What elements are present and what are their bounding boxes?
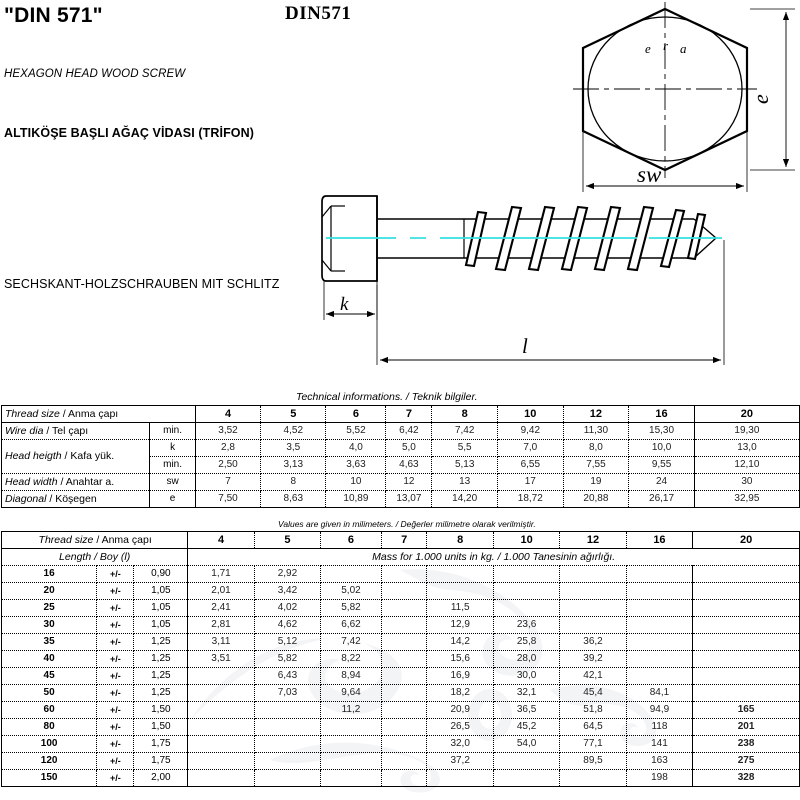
table2-cell: 7,03 — [254, 685, 320, 702]
table2-tolerance-symbol: +/- — [97, 753, 134, 770]
table1-cell: 9,55 — [629, 457, 695, 474]
table2-cell — [254, 719, 320, 736]
table2-cell — [493, 583, 559, 600]
table2-cell — [381, 770, 427, 787]
table2-cell: 275 — [693, 753, 800, 770]
table2-cell — [381, 583, 427, 600]
table2-cell: 16,9 — [427, 668, 493, 685]
table2-cell — [188, 736, 254, 753]
table2-cell — [427, 770, 493, 787]
standard-title-plain: DIN571 — [285, 3, 352, 24]
table2-length-value: 100 — [2, 736, 97, 753]
technical-drawing — [0, 0, 800, 390]
table2-cell — [188, 753, 254, 770]
table2-cell: 32,0 — [427, 736, 493, 753]
table1-cell: 20,88 — [563, 491, 629, 508]
table2-tolerance-value: 1,25 — [134, 685, 188, 702]
table1-cell: 5,13 — [432, 457, 498, 474]
table2-cell: 94,9 — [626, 702, 692, 719]
table1-cell: 7,55 — [563, 457, 629, 474]
table1-header-row — [2, 406, 800, 423]
table1-cell: 2,8 — [195, 440, 260, 457]
table2-header-row — [2, 532, 800, 549]
table1-size-header: 7 — [386, 406, 432, 423]
table2-size-header: 5 — [254, 532, 320, 549]
table2-cell: 141 — [626, 736, 692, 753]
table2-wrapper — [1, 531, 800, 787]
table2-cell — [560, 600, 626, 617]
table2-cell: 45,2 — [493, 719, 559, 736]
table2-tolerance-value: 1,05 — [134, 600, 188, 617]
table2-cell — [381, 566, 427, 583]
table1-size-header: 12 — [563, 406, 629, 423]
table2-cell — [427, 566, 493, 583]
table2-tolerance-value: 1,25 — [134, 634, 188, 651]
table2-cell: 8,94 — [321, 668, 382, 685]
table2-cell — [321, 753, 382, 770]
table2-cell — [693, 634, 800, 651]
table2-tolerance-symbol: +/- — [97, 668, 134, 685]
table1-cell: 7,50 — [195, 491, 260, 508]
table2-cell: 5,82 — [254, 651, 320, 668]
table2-length-value: 30 — [2, 617, 97, 634]
table1-cell: 5,5 — [432, 440, 498, 457]
table2-cell — [381, 685, 427, 702]
table2-cell — [321, 566, 382, 583]
table2-row — [2, 600, 800, 617]
table2-tolerance-value: 1,50 — [134, 719, 188, 736]
table2-cell: 36,5 — [493, 702, 559, 719]
table1-row — [2, 423, 800, 440]
table1-row-label: Diagonal / Köşegen — [2, 491, 150, 508]
table2-cell — [560, 617, 626, 634]
table2-tolerance-symbol: +/- — [97, 770, 134, 787]
table1-cell: 5,0 — [386, 440, 432, 457]
table2-tolerance-symbol: +/- — [97, 702, 134, 719]
table2-row — [2, 702, 800, 719]
table2-cell: 12,9 — [427, 617, 493, 634]
table1-cell: 30 — [694, 474, 799, 491]
table2-tolerance-value: 1,75 — [134, 736, 188, 753]
dimension-label-e: e — [748, 94, 773, 104]
table2-cell — [493, 566, 559, 583]
table2-cell — [188, 685, 254, 702]
table2-cell: 3,42 — [254, 583, 320, 600]
table2-cell — [693, 617, 800, 634]
table2-cell — [493, 770, 559, 787]
table2-tolerance-value: 1,75 — [134, 753, 188, 770]
table1-cell: 32,95 — [694, 491, 799, 508]
table1-size-header: 5 — [261, 406, 326, 423]
table2-cell — [254, 702, 320, 719]
table2-tolerance-value: 2,00 — [134, 770, 188, 787]
table2-cell: 4,62 — [254, 617, 320, 634]
table2-mass-caption: Mass for 1.000 units in kg. / 1.000 Tanesinin ağırlığı. — [188, 549, 800, 566]
table2-cell — [381, 634, 427, 651]
table2-cell: 1,71 — [188, 566, 254, 583]
table2-row — [2, 719, 800, 736]
table1-cell: 19 — [563, 474, 629, 491]
table1-cell: 10 — [326, 474, 386, 491]
product-name-german: SECHSKANT-HOLZSCHRAUBEN MIT SCHLITZ — [4, 277, 280, 291]
table2-size-header: 10 — [493, 532, 559, 549]
table2-cell — [626, 600, 692, 617]
table2-cell — [321, 736, 382, 753]
mass-table — [1, 531, 800, 787]
table2-cell: 6,43 — [254, 668, 320, 685]
table2-cell — [626, 651, 692, 668]
table2-cell: 4,02 — [254, 600, 320, 617]
table2-length-value: 35 — [2, 634, 97, 651]
table2-cell: 18,2 — [427, 685, 493, 702]
table2-cell: 3,51 — [188, 651, 254, 668]
table2-cell — [693, 600, 800, 617]
table2-cell: 198 — [626, 770, 692, 787]
table2-cell: 201 — [693, 719, 800, 736]
table2-tolerance-symbol: +/- — [97, 583, 134, 600]
table2-cell: 64,5 — [560, 719, 626, 736]
table2-tolerance-symbol: +/- — [97, 600, 134, 617]
table2-cell: 2,92 — [254, 566, 320, 583]
table1-cell: 8 — [261, 474, 326, 491]
table2-row — [2, 753, 800, 770]
hex-letter-a: a — [680, 41, 687, 56]
table2-cell: 11,5 — [427, 600, 493, 617]
table2-cell — [560, 583, 626, 600]
table1-cell: 6,42 — [386, 423, 432, 440]
table2-size-header: 4 — [188, 532, 254, 549]
table1-row-symbol: min. — [150, 457, 196, 474]
table1-cell: 6,55 — [497, 457, 563, 474]
table2-row — [2, 668, 800, 685]
table2-cell — [381, 668, 427, 685]
table2-cell: 238 — [693, 736, 800, 753]
table1-cell: 7,0 — [497, 440, 563, 457]
table2-length-value: 25 — [2, 600, 97, 617]
table1-cell: 24 — [629, 474, 695, 491]
table2-cell: 2,81 — [188, 617, 254, 634]
table2-cell: 77,1 — [560, 736, 626, 753]
table2-size-header: 6 — [321, 532, 382, 549]
dimension-e-extension-lines — [750, 9, 795, 170]
table1-cell: 12,10 — [694, 457, 799, 474]
table1-row-symbol: k — [150, 440, 196, 457]
table2-cell: 3,11 — [188, 634, 254, 651]
table2-tolerance-value: 1,50 — [134, 702, 188, 719]
table2-cell — [626, 617, 692, 634]
table1-cell: 17 — [497, 474, 563, 491]
table1-cell: 7 — [195, 474, 260, 491]
table1-cell: 4,63 — [386, 457, 432, 474]
standard-title: "DIN 571" — [4, 4, 103, 27]
table1-footnote: Values are given in milimeters. / Değerler milimetre olarak verilmiştir. — [278, 519, 536, 529]
table1-size-header: 8 — [432, 406, 498, 423]
table1-cell: 8,63 — [261, 491, 326, 508]
table1-cell: 15,30 — [629, 423, 695, 440]
table2-tolerance-value: 1,05 — [134, 583, 188, 600]
product-name-english: HEXAGON HEAD WOOD SCREW — [4, 68, 186, 80]
hex-letter-r: r — [663, 38, 669, 53]
table2-cell: 5,82 — [321, 600, 382, 617]
table2-cell: 8,22 — [321, 651, 382, 668]
table2-length-value: 20 — [2, 583, 97, 600]
hex-head-end-view — [573, 2, 757, 178]
table1-cell: 13 — [432, 474, 498, 491]
table2-tolerance-value: 0,90 — [134, 566, 188, 583]
table2-cell: 20,9 — [427, 702, 493, 719]
table1-cell: 3,13 — [261, 457, 326, 474]
table2-row — [2, 770, 800, 787]
table2-cell — [381, 736, 427, 753]
table2-cell: 5,02 — [321, 583, 382, 600]
table2-cell — [381, 702, 427, 719]
table1-cell: 18,72 — [497, 491, 563, 508]
table2-cell — [188, 770, 254, 787]
table2-length-value: 80 — [2, 719, 97, 736]
table1-cell: 19,30 — [694, 423, 799, 440]
table2-tolerance-value: 1,25 — [134, 668, 188, 685]
table2-tolerance-symbol: +/- — [97, 719, 134, 736]
table2-tolerance-symbol: +/- — [97, 617, 134, 634]
dimension-label-k: k — [340, 294, 349, 315]
table2-cell — [626, 634, 692, 651]
table1-row-symbol: e — [150, 491, 196, 508]
table2-cell: 2,41 — [188, 600, 254, 617]
table2-cell — [381, 617, 427, 634]
table1-size-header: 6 — [326, 406, 386, 423]
table2-cell — [626, 583, 692, 600]
table2-cell — [381, 600, 427, 617]
table2-length-value: 150 — [2, 770, 97, 787]
table2-cell — [626, 668, 692, 685]
table1-cell: 12 — [386, 474, 432, 491]
table2-row-header-label: Thread size / Anma çapı — [2, 532, 188, 549]
table1-row-header-label: Thread size / Anma çapı — [2, 406, 196, 423]
table2-cell — [381, 753, 427, 770]
table1-row — [2, 440, 800, 457]
table2-subheader-row — [2, 549, 800, 566]
table1-size-header: 16 — [629, 406, 695, 423]
table2-cell: 2,01 — [188, 583, 254, 600]
dimension-label-l: l — [522, 334, 528, 358]
table2-cell — [560, 566, 626, 583]
table2-cell — [560, 770, 626, 787]
table2-tolerance-value: 1,05 — [134, 617, 188, 634]
table2-cell — [321, 770, 382, 787]
table1-cell: 13,07 — [386, 491, 432, 508]
table2-cell: 39,2 — [560, 651, 626, 668]
table1-size-header: 4 — [195, 406, 260, 423]
table2-cell: 84,1 — [626, 685, 692, 702]
table1-cell: 4,52 — [261, 423, 326, 440]
table1-row-symbol: sw — [150, 474, 196, 491]
table2-cell: 14,2 — [427, 634, 493, 651]
table2-tolerance-symbol: +/- — [97, 736, 134, 753]
table2-length-value: 50 — [2, 685, 97, 702]
table1-cell: 3,5 — [261, 440, 326, 457]
table2-cell — [626, 566, 692, 583]
table2-row — [2, 651, 800, 668]
table2-cell: 37,2 — [427, 753, 493, 770]
table2-cell: 118 — [626, 719, 692, 736]
table1-wrapper — [1, 405, 800, 508]
table2-row — [2, 583, 800, 600]
table1-cell: 2,50 — [195, 457, 260, 474]
table2-cell: 15,6 — [427, 651, 493, 668]
table2-length-value: 45 — [2, 668, 97, 685]
table2-cell: 9,64 — [321, 685, 382, 702]
table2-length-value: 40 — [2, 651, 97, 668]
table1-cell: 11,30 — [563, 423, 629, 440]
table2-cell — [188, 719, 254, 736]
table2-cell — [493, 600, 559, 617]
table2-cell: 42,1 — [560, 668, 626, 685]
table2-tolerance-symbol: +/- — [97, 685, 134, 702]
table2-cell: 328 — [693, 770, 800, 787]
table2-cell: 6,62 — [321, 617, 382, 634]
table1-cell: 14,20 — [432, 491, 498, 508]
table2-cell — [693, 566, 800, 583]
table2-cell — [321, 719, 382, 736]
table1-row-symbol: min. — [150, 423, 196, 440]
table1-cell: 3,63 — [326, 457, 386, 474]
table1-row-label: Head width / Anahtar a. — [2, 474, 150, 491]
table2-cell: 36,2 — [560, 634, 626, 651]
table2-cell: 165 — [693, 702, 800, 719]
table2-cell: 28,0 — [493, 651, 559, 668]
table1-cell: 10,89 — [326, 491, 386, 508]
table2-row — [2, 566, 800, 583]
table2-cell: 51,8 — [560, 702, 626, 719]
table2-length-value: 60 — [2, 702, 97, 719]
table2-row — [2, 685, 800, 702]
table2-size-header: 8 — [427, 532, 493, 549]
table1-cell: 13,0 — [694, 440, 799, 457]
product-name-turkish: ALTIKÖŞE BAŞLI AĞAÇ VİDASI (TRİFON) — [4, 126, 255, 140]
hex-letter-e: e — [645, 41, 651, 56]
table2-cell — [427, 583, 493, 600]
table2-cell: 25,8 — [493, 634, 559, 651]
table2-cell — [381, 651, 427, 668]
table2-cell: 89,5 — [560, 753, 626, 770]
table2-length-value: 120 — [2, 753, 97, 770]
table2-tolerance-symbol: +/- — [97, 651, 134, 668]
table1-cell: 4,0 — [326, 440, 386, 457]
table1-cell: 10,0 — [629, 440, 695, 457]
table1-cell: 7,42 — [432, 423, 498, 440]
table2-size-header: 12 — [560, 532, 626, 549]
table2-cell — [693, 685, 800, 702]
table2-row — [2, 634, 800, 651]
table2-cell — [254, 770, 320, 787]
table1-size-header: 10 — [497, 406, 563, 423]
table1-cell: 8,0 — [563, 440, 629, 457]
table2-cell: 54,0 — [493, 736, 559, 753]
table2-cell — [254, 736, 320, 753]
table1-cell: 3,52 — [195, 423, 260, 440]
dimension-label-sw: sw — [637, 162, 662, 187]
table2-size-header: 7 — [381, 532, 427, 549]
table2-cell — [693, 651, 800, 668]
table2-length-value: 16 — [2, 566, 97, 583]
table2-cell — [693, 668, 800, 685]
table2-tolerance-value: 1,25 — [134, 651, 188, 668]
table1-row-label: Wire dia / Tel çapı — [2, 423, 150, 440]
table2-cell — [188, 702, 254, 719]
table2-row — [2, 736, 800, 753]
table2-cell — [254, 753, 320, 770]
table2-cell: 45,4 — [560, 685, 626, 702]
table1-row — [2, 474, 800, 491]
table2-length-header: Length / Boy (l) — [2, 549, 188, 566]
table2-cell: 30,0 — [493, 668, 559, 685]
table2-cell: 163 — [626, 753, 692, 770]
table2-cell: 23,6 — [493, 617, 559, 634]
table2-cell — [188, 668, 254, 685]
table1-row — [2, 491, 800, 508]
table2-cell: 11,2 — [321, 702, 382, 719]
table2-tolerance-symbol: +/- — [97, 634, 134, 651]
table2-cell: 7,42 — [321, 634, 382, 651]
table2-cell — [693, 583, 800, 600]
table2-cell — [381, 719, 427, 736]
table1-row-label: Head heigth / Kafa yük. — [2, 440, 150, 474]
table2-cell — [493, 753, 559, 770]
table1-cell: 26,17 — [629, 491, 695, 508]
table2-tolerance-symbol: +/- — [97, 566, 134, 583]
table2-cell: 32,1 — [493, 685, 559, 702]
table1-caption: Technical informations. / Teknik bilgiler. — [296, 391, 478, 403]
table1-cell: 5,52 — [326, 423, 386, 440]
table2-size-header: 20 — [693, 532, 800, 549]
table2-size-header: 16 — [626, 532, 692, 549]
table1-cell: 9,42 — [497, 423, 563, 440]
table2-cell: 5,12 — [254, 634, 320, 651]
table2-row — [2, 617, 800, 634]
technical-information-table — [1, 405, 800, 508]
table1-size-header: 20 — [694, 406, 799, 423]
table2-cell: 26,5 — [427, 719, 493, 736]
